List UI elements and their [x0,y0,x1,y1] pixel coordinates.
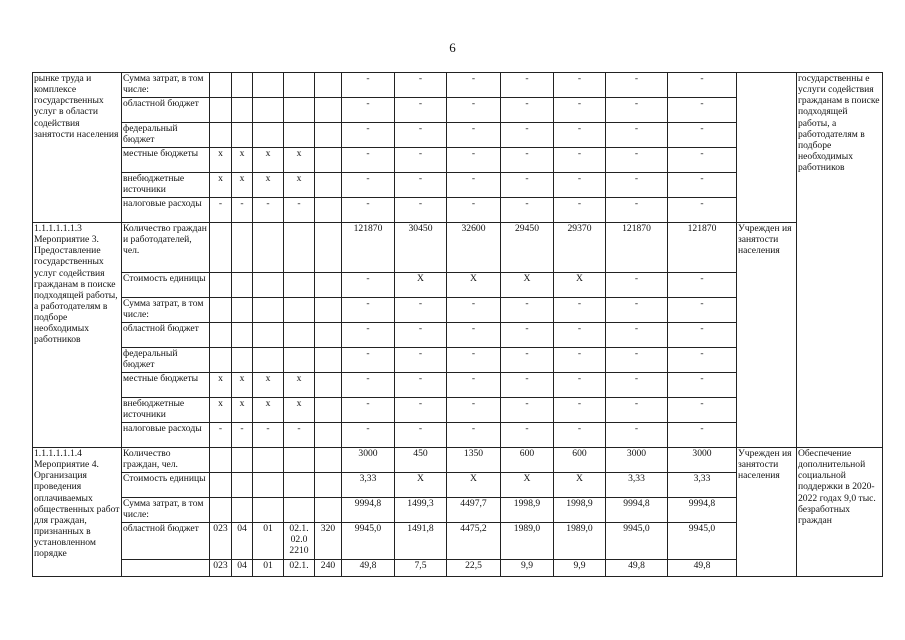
value-cell: - [501,98,554,123]
budget-code-cell: х [284,148,315,173]
value-cell: - [554,298,606,323]
budget-code-cell: 01 [253,560,284,577]
value-cell: - [447,398,501,423]
value-cell: - [501,348,554,373]
budget-code-cell [232,448,253,473]
value-cell: - [668,198,737,223]
indicator-cell: Сумма затрат, в том числе: [122,298,210,323]
value-cell: 9,9 [554,560,606,577]
value-cell: 49,8 [668,560,737,577]
value-cell: - [447,298,501,323]
value-cell: 1499,3 [395,498,447,523]
value-cell: - [554,148,606,173]
value-cell: - [501,173,554,198]
value-cell: - [342,298,395,323]
value-cell: - [395,123,447,148]
value-cell: - [447,323,501,348]
value-cell: - [501,298,554,323]
budget-code-cell: - [284,198,315,223]
budget-code-cell: - [232,198,253,223]
budget-code-cell: - [253,198,284,223]
budget-code-cell [315,448,342,473]
budget-code-cell: - [210,423,232,448]
executor-cell [737,73,797,223]
budget-code-cell [210,348,232,373]
budget-code-cell [210,223,232,273]
budget-code-cell: х [232,398,253,423]
value-cell: - [395,148,447,173]
value-cell: 1350 [447,448,501,473]
value-cell: 3000 [606,448,668,473]
indicator-cell: внебюджетные источники [122,173,210,198]
budget-code-cell: 240 [315,560,342,577]
value-cell: - [668,148,737,173]
value-cell: 9945,0 [342,523,395,560]
budget-code-cell [232,223,253,273]
value-cell: 29370 [554,223,606,273]
budget-code-cell [284,123,315,148]
value-cell: X [447,273,501,298]
value-cell: - [342,98,395,123]
indicator-cell: налоговые расходы [122,198,210,223]
budget-code-cell [210,498,232,523]
value-cell: 9994,8 [668,498,737,523]
budget-code-cell: х [253,373,284,398]
budget-code-cell [253,223,284,273]
budget-code-cell: х [210,173,232,198]
value-cell: 4497,7 [447,498,501,523]
value-cell: - [606,123,668,148]
value-cell: 9945,0 [668,523,737,560]
executor-cell: Учрежден ия занятости населения [737,223,797,448]
value-cell: 22,5 [447,560,501,577]
table-body [33,73,883,577]
value-cell: 3,33 [342,473,395,498]
value-cell: - [606,148,668,173]
value-cell: 600 [554,448,606,473]
value-cell: 32600 [447,223,501,273]
budget-code-cell [315,373,342,398]
value-cell: 29450 [501,223,554,273]
indicator-cell: местные бюджеты [122,148,210,173]
budget-code-cell: х [210,398,232,423]
executor-cell: Учрежден ия занятости населения [737,448,797,577]
budget-code-cell [284,498,315,523]
measure-name-cell: 1.1.1.1.1.1.4 Мероприятие 4. Организация проведения оплачиваемых общественных работ для граждан, признанных в установленном порядке [33,448,122,577]
budget-code-cell [284,73,315,98]
value-cell: 121870 [606,223,668,273]
indicator-cell: Стоимость единицы [122,273,210,298]
budget-code-cell [315,223,342,273]
budget-code-cell [210,73,232,98]
value-cell: - [606,73,668,98]
budget-code-cell: 04 [232,560,253,577]
value-cell: - [501,73,554,98]
value-cell: - [395,398,447,423]
value-cell: 9945,0 [606,523,668,560]
value-cell: - [395,423,447,448]
value-cell: 3000 [342,448,395,473]
value-cell: - [447,148,501,173]
value-cell: - [395,298,447,323]
budget-code-cell: - [210,198,232,223]
budget-code-cell [315,423,342,448]
indicator-cell: областной бюджет [122,323,210,348]
value-cell: 1998,9 [554,498,606,523]
indicator-cell: Количество граждан и работодателей, чел. [122,223,210,273]
indicator-cell: Сумма затрат, в том числе: [122,73,210,98]
budget-code-cell: х [232,148,253,173]
indicator-cell: Количество граждан, чел. [122,448,210,473]
value-cell: - [501,148,554,173]
value-cell: - [668,273,737,298]
budget-code-cell: 320 [315,523,342,560]
budget-code-cell [253,298,284,323]
value-cell: 600 [501,448,554,473]
budget-code-cell [232,273,253,298]
result-cell: государственны е услуги содействия гражданам в поиске подходящей работы, а работодателям в подборе необходимых работников [797,73,883,448]
budget-code-cell [232,348,253,373]
value-cell: - [606,348,668,373]
value-cell: - [447,198,501,223]
value-cell: X [395,273,447,298]
value-cell: - [447,373,501,398]
value-cell: - [554,323,606,348]
indicator-cell: Сумма затрат, в том числе: [122,498,210,523]
budget-code-cell [210,323,232,348]
value-cell: 1491,8 [395,523,447,560]
value-cell: 1989,0 [501,523,554,560]
value-cell: - [668,373,737,398]
budget-code-cell [315,348,342,373]
value-cell: - [606,423,668,448]
value-cell: - [554,423,606,448]
value-cell: 1998,9 [501,498,554,523]
budget-code-cell: х [253,398,284,423]
budget-code-cell: х [210,373,232,398]
budget-code-cell [315,123,342,148]
budget-code-cell [210,273,232,298]
value-cell: - [342,73,395,98]
value-cell: X [554,273,606,298]
budget-code-cell: х [232,173,253,198]
budget-code-cell [253,323,284,348]
table-row [33,448,883,473]
budget-code-cell: х [284,373,315,398]
measure-name-cell: 1.1.1.1.1.1.3 Мероприятие 3. Предоставление государственных услуг содействия гражданам в поиске подходящей работы, а работодателям в подборе необходимых работников [33,223,122,448]
budget-code-cell: 01 [253,523,284,560]
budget-code-cell [284,98,315,123]
budget-code-cell [284,473,315,498]
budget-code-cell: х [253,173,284,198]
budget-code-cell: х [210,148,232,173]
value-cell: - [668,173,737,198]
value-cell: 121870 [342,223,395,273]
budget-code-cell [253,348,284,373]
budget-code-cell [232,498,253,523]
value-cell: - [447,73,501,98]
value-cell: - [501,323,554,348]
value-cell: - [342,123,395,148]
budget-code-cell: 04 [232,523,253,560]
budget-code-cell [315,323,342,348]
value-cell: 3,33 [606,473,668,498]
budget-code-cell [315,148,342,173]
value-cell: - [447,173,501,198]
value-cell: - [606,173,668,198]
budget-code-cell [284,273,315,298]
budget-code-cell [253,73,284,98]
value-cell: X [501,473,554,498]
budget-code-cell: 02.1. [284,560,315,577]
result-cell: Обеспечение дополнительной социальной поддержки в 2020-2022 годах 9,0 тыс. безработных граждан [797,448,883,577]
value-cell: 9994,8 [342,498,395,523]
value-cell: - [395,73,447,98]
budget-code-cell [284,298,315,323]
indicator-cell: областной бюджет [122,98,210,123]
indicator-cell: Стоимость единицы [122,473,210,498]
value-cell: - [668,323,737,348]
value-cell: 1989,0 [554,523,606,560]
value-cell: - [501,198,554,223]
value-cell: - [554,173,606,198]
value-cell: - [554,73,606,98]
value-cell: 49,8 [342,560,395,577]
value-cell: - [342,323,395,348]
value-cell: X [501,273,554,298]
budget-code-cell [284,323,315,348]
budget-code-cell [315,498,342,523]
budget-code-cell [284,223,315,273]
value-cell: 450 [395,448,447,473]
value-cell: - [554,373,606,398]
value-cell: - [554,123,606,148]
value-cell: - [447,423,501,448]
table-row [33,223,883,273]
budget-code-cell [315,98,342,123]
value-cell: - [606,398,668,423]
budget-code-cell [315,198,342,223]
value-cell: - [668,298,737,323]
value-cell: - [606,373,668,398]
value-cell: - [342,398,395,423]
budget-code-cell [315,273,342,298]
value-cell: X [395,473,447,498]
value-cell: - [668,73,737,98]
value-cell: - [447,98,501,123]
budget-code-cell [210,448,232,473]
value-cell: - [342,198,395,223]
value-cell: - [501,373,554,398]
value-cell: 3,33 [668,473,737,498]
budget-code-cell: х [232,373,253,398]
budget-code-cell [232,73,253,98]
budget-code-cell: х [284,173,315,198]
value-cell: - [668,123,737,148]
value-cell: - [395,348,447,373]
value-cell: - [668,348,737,373]
value-cell: - [501,423,554,448]
budget-code-cell [253,98,284,123]
indicator-cell: областной бюджет [122,523,210,560]
value-cell: - [668,423,737,448]
budget-code-cell [232,473,253,498]
value-cell: - [395,323,447,348]
value-cell: 4475,2 [447,523,501,560]
budget-code-cell [232,123,253,148]
value-cell: - [554,98,606,123]
budget-code-cell: 02.1. 02.0 2210 [284,523,315,560]
value-cell: - [554,198,606,223]
value-cell: - [668,98,737,123]
value-cell: - [606,298,668,323]
value-cell: - [501,398,554,423]
budget-code-cell [210,473,232,498]
budget-code-cell [210,123,232,148]
table-row [33,73,883,98]
value-cell: X [447,473,501,498]
budget-code-cell [315,173,342,198]
value-cell: - [395,98,447,123]
value-cell: - [395,373,447,398]
value-cell: 9994,8 [606,498,668,523]
budget-code-cell: 023 [210,560,232,577]
budget-code-cell [315,298,342,323]
budget-code-cell: - [253,423,284,448]
budget-code-cell [232,298,253,323]
value-cell: X [554,473,606,498]
value-cell: - [554,398,606,423]
budget-code-cell: х [284,398,315,423]
budget-code-cell: х [253,148,284,173]
measures-table [32,72,883,577]
budget-code-cell [253,498,284,523]
budget-code-cell [253,473,284,498]
value-cell: - [342,423,395,448]
budget-code-cell [253,448,284,473]
indicator-cell: налоговые расходы [122,423,210,448]
value-cell: - [342,373,395,398]
indicator-cell: местные бюджеты [122,373,210,398]
budget-code-cell [284,448,315,473]
value-cell: - [395,198,447,223]
budget-code-cell [315,73,342,98]
value-cell: - [447,348,501,373]
budget-code-cell: - [232,423,253,448]
value-cell: - [342,173,395,198]
budget-code-cell [253,123,284,148]
value-cell: - [501,123,554,148]
value-cell: - [342,273,395,298]
budget-code-cell [232,98,253,123]
value-cell: 3000 [668,448,737,473]
value-cell: - [342,348,395,373]
value-cell: 49,8 [606,560,668,577]
value-cell: 7,5 [395,560,447,577]
measure-name-cell: рынке труда и комплексе государственных услуг в области содействия занятости населения [33,73,122,223]
value-cell: - [395,173,447,198]
value-cell: 9,9 [501,560,554,577]
value-cell: - [606,323,668,348]
value-cell: - [668,398,737,423]
value-cell: 30450 [395,223,447,273]
indicator-cell: федеральный бюджет [122,123,210,148]
indicator-cell: внебюджетные источники [122,398,210,423]
budget-code-cell [253,273,284,298]
budget-code-cell: 023 [210,523,232,560]
budget-code-cell [232,323,253,348]
budget-code-cell: - [284,423,315,448]
indicator-cell [122,560,210,577]
budget-code-cell [284,348,315,373]
budget-code-cell [210,298,232,323]
budget-code-cell [315,473,342,498]
value-cell: - [342,148,395,173]
indicator-cell: федеральный бюджет [122,348,210,373]
value-cell: - [554,348,606,373]
value-cell: - [606,273,668,298]
value-cell: 121870 [668,223,737,273]
value-cell: - [606,198,668,223]
budget-code-cell [210,98,232,123]
page-number: 6 [449,40,456,55]
budget-code-cell [315,398,342,423]
value-cell: - [447,123,501,148]
value-cell: - [606,98,668,123]
